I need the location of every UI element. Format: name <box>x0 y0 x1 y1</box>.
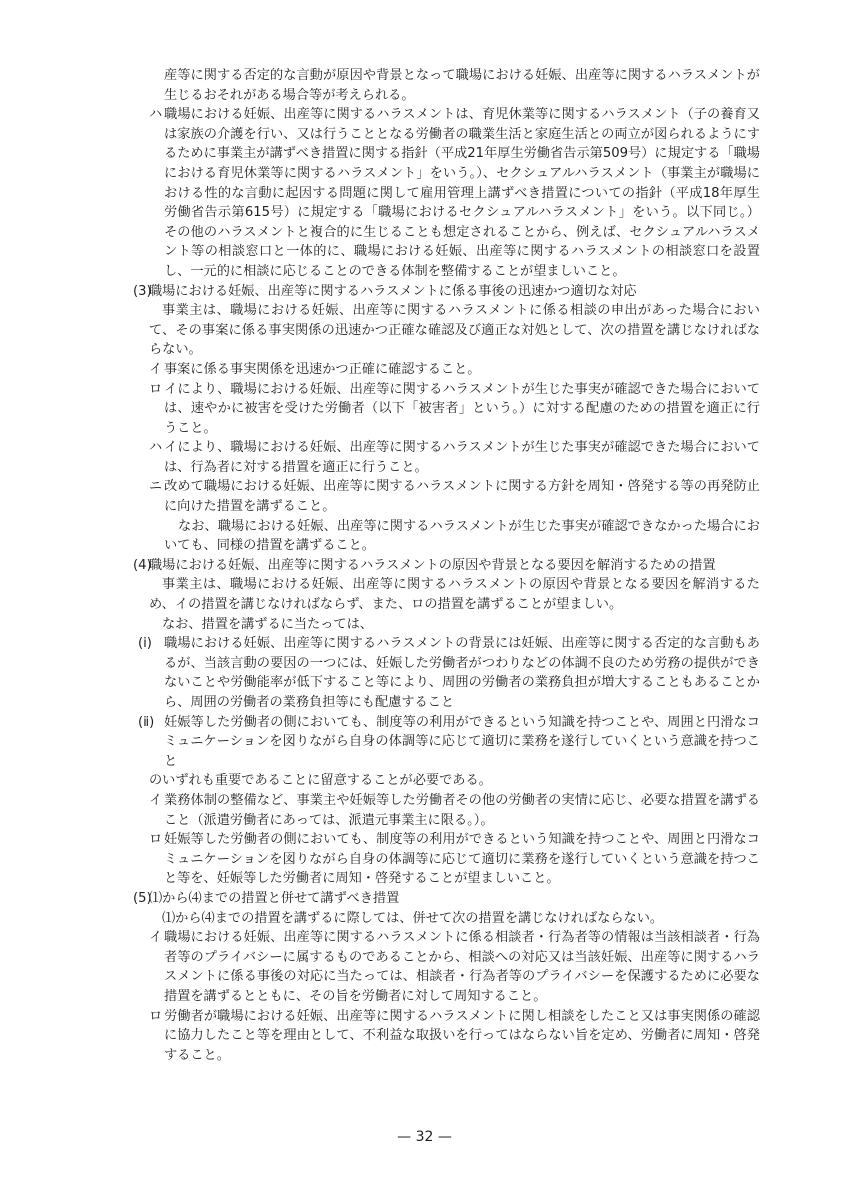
paragraph-text: 事業主は、職場における妊娠、出産等に関するハラスメントの原因や背景となる要因を解消するため、イの措置を講じなければならず、また、ロの措置を講ずることが望ましい。 <box>149 577 760 613</box>
paragraph <box>120 1007 760 1066</box>
paragraph <box>120 301 760 360</box>
paragraph-text: 職場における妊娠、出産等に関するハラスメントの原因や背景となる要因を解消するための措置 <box>149 557 716 573</box>
paragraph <box>120 380 760 439</box>
item-marker: (4) <box>133 557 152 573</box>
paragraph-text: 事業主は、職場における妊娠、出産等に関するハラスメントに係る相談の申出があった場合において、その事案に係る事実関係の迅速かつ正確な確認及び適正な対処として、次の措置を講じなければならない。 <box>149 303 760 358</box>
paragraph <box>120 615 760 635</box>
paragraph-text: なお、措置を講ずるに当たっては、 <box>162 616 373 632</box>
paragraph-text: 産等に関する否定的な言動が原因や背景となって職場における妊娠、出産等に関するハラスメントが生じるおそれがある場合等が考えられる。 <box>164 68 760 103</box>
item-marker: (5) <box>133 890 152 906</box>
paragraph <box>120 282 760 302</box>
paragraph-text: 職場における妊娠、出産等に関するハラスメントの背景には妊娠、出産等に関する否定的な言動もあるが、当該言動の要因の一つには、妊娠した労働者がつわりなどの体調不良のため労務の提供ができないことや労働能率が低下すること等により、周囲の労働者の業務負担が増大することもあることから、周囲の労働者の業務負担等にも配慮すること <box>164 636 760 710</box>
paragraph-text: 妊娠等した労働者の側においても、制度等の利用ができるという知識を持つことや、周囲と円滑なコミュニケーションを図りながら自身の体調等に応じて適切に業務を遂行していくという意識を持つこと <box>164 714 760 769</box>
paragraph-text: ⑴から⑷までの措置を講ずるに際しては、併せて次の措置を講じなければならない。 <box>162 910 664 926</box>
item-marker: (3) <box>133 283 152 299</box>
paragraph <box>120 928 760 1006</box>
paragraph-text: 職場における妊娠、出産等に関するハラスメントに係る事後の迅速かつ適切な対応 <box>149 283 637 299</box>
item-marker: (ⅰ) <box>138 636 152 652</box>
paragraph-text: 職場における妊娠、出産等に関するハラスメントに係る相談者・行為者等の情報は当該相談者・行為者等のプライバシーに属するものであることから、相談への対応又は当該妊娠、出産等に関するハラスメントに係る事後の対応に当たっては、相談者・行為者等のプライバシーを保護するために必要な措置を講ずるとともに、その旨を労働者に対して周知すること。 <box>164 930 760 1004</box>
item-marker: イ <box>149 792 163 808</box>
paragraph <box>120 105 760 281</box>
paragraph <box>120 66 760 105</box>
item-marker: ロ <box>149 1008 163 1024</box>
paragraph-text: 職場における妊娠、出産等に関するハラスメントは、育児休業等に関するハラスメント（子の養育又は家族の介護を行い、又は行うこととなる労働者の職業生活と家庭生活との両立が図られるようにするために事業主が講ずべき措置に関する指針（平成21年厚生労働省告示第509号）に規定する「職場における育児休業等に関するハラスメント」をいう。）、セクシュアルハラスメント（事業主が職場における性的な言動に起因する問題に関して雇用管理上講ずべき措置についての指針（平成18年厚生労働省告示第615号）に規定する「職場におけるセクシュアルハラスメント」をいう。以下同じ。）その他のハラスメントと複合的に生じることも想定されることから、例えば、セクシュアルハラスメント等の相談窓口と一体的に、職場における妊娠、出産等に関するハラスメントの相談窓口を設置し、一元的に相談に応じることのできる体制を整備することが望ましいこと。 <box>164 107 760 279</box>
paragraph <box>120 909 760 929</box>
paragraph <box>120 771 760 791</box>
paragraph-text: 事案に係る事実関係を迅速かつ正確に確認すること。 <box>164 361 481 377</box>
body-text <box>120 66 760 1065</box>
paragraph <box>120 477 760 516</box>
item-marker: (ⅱ) <box>138 714 155 730</box>
item-marker: ハ <box>149 107 163 123</box>
paragraph <box>120 360 760 380</box>
item-marker: ハ <box>149 440 163 456</box>
paragraph-text: 業務体制の整備など、事業主や妊娠等した労働者その他の労働者の実情に応じ、必要な措置を講ずること（派遣労働者にあっては、派遣元事業主に限る。）。 <box>164 792 760 828</box>
paragraph-text: なお、職場における妊娠、出産等に関するハラスメントが生じた事実が確認できなかった場合においても、同様の措置を講ずること。 <box>164 518 760 554</box>
paragraph <box>120 791 760 830</box>
paragraph-text: イにより、職場における妊娠、出産等に関するハラスメントが生じた事実が確認できた場合においては、行為者に対する措置を適正に行うこと。 <box>164 440 760 475</box>
paragraph-text: ⑴から⑷までの措置と併せて講ずべき措置 <box>149 890 400 906</box>
paragraph-text: 労働者が職場における妊娠、出産等に関するハラスメントに関し相談をしたこと又は事実関係の確認に協力したこと等を理由として、不利益な取扱いを行ってはならない旨を定め、労働者に周知・啓発すること。 <box>164 1008 760 1063</box>
paragraph-text: イにより、職場における妊娠、出産等に関するハラスメントが生じた事実が確認できた場合においては、速やかに被害を受けた労働者（以下「被害者」という。）に対する配慮のための措置を適正に行うこと。 <box>164 381 760 436</box>
item-marker: ロ <box>149 381 163 397</box>
item-marker: イ <box>149 930 163 946</box>
paragraph <box>120 713 760 772</box>
paragraph <box>120 438 760 477</box>
paragraph <box>120 556 760 576</box>
paragraph <box>120 889 760 909</box>
page-number: — 32 — <box>397 1129 452 1145</box>
paragraph <box>120 575 760 614</box>
paragraph-text: 改めて職場における妊娠、出産等に関するハラスメントに関する方針を周知・啓発する等の再発防止に向けた措置を講ずること。 <box>164 479 760 515</box>
paragraph <box>120 517 760 556</box>
item-marker: ロ <box>149 832 163 848</box>
item-marker: ニ <box>149 479 163 495</box>
item-marker: イ <box>149 361 163 377</box>
paragraph <box>120 634 760 712</box>
paragraph-text: 妊娠等した労働者の側においても、制度等の利用ができるという知識を持つことや、周囲と円滑なコミュニケーションを図りながら自身の体調等に応じて適切に業務を遂行していくという意識を持つこと等を、妊娠等した労働者に周知・啓発することが望ましいこと。 <box>164 832 760 887</box>
paragraph-text: のいずれも重要であることに留意することが必要である。 <box>149 773 492 789</box>
paragraph <box>120 830 760 889</box>
